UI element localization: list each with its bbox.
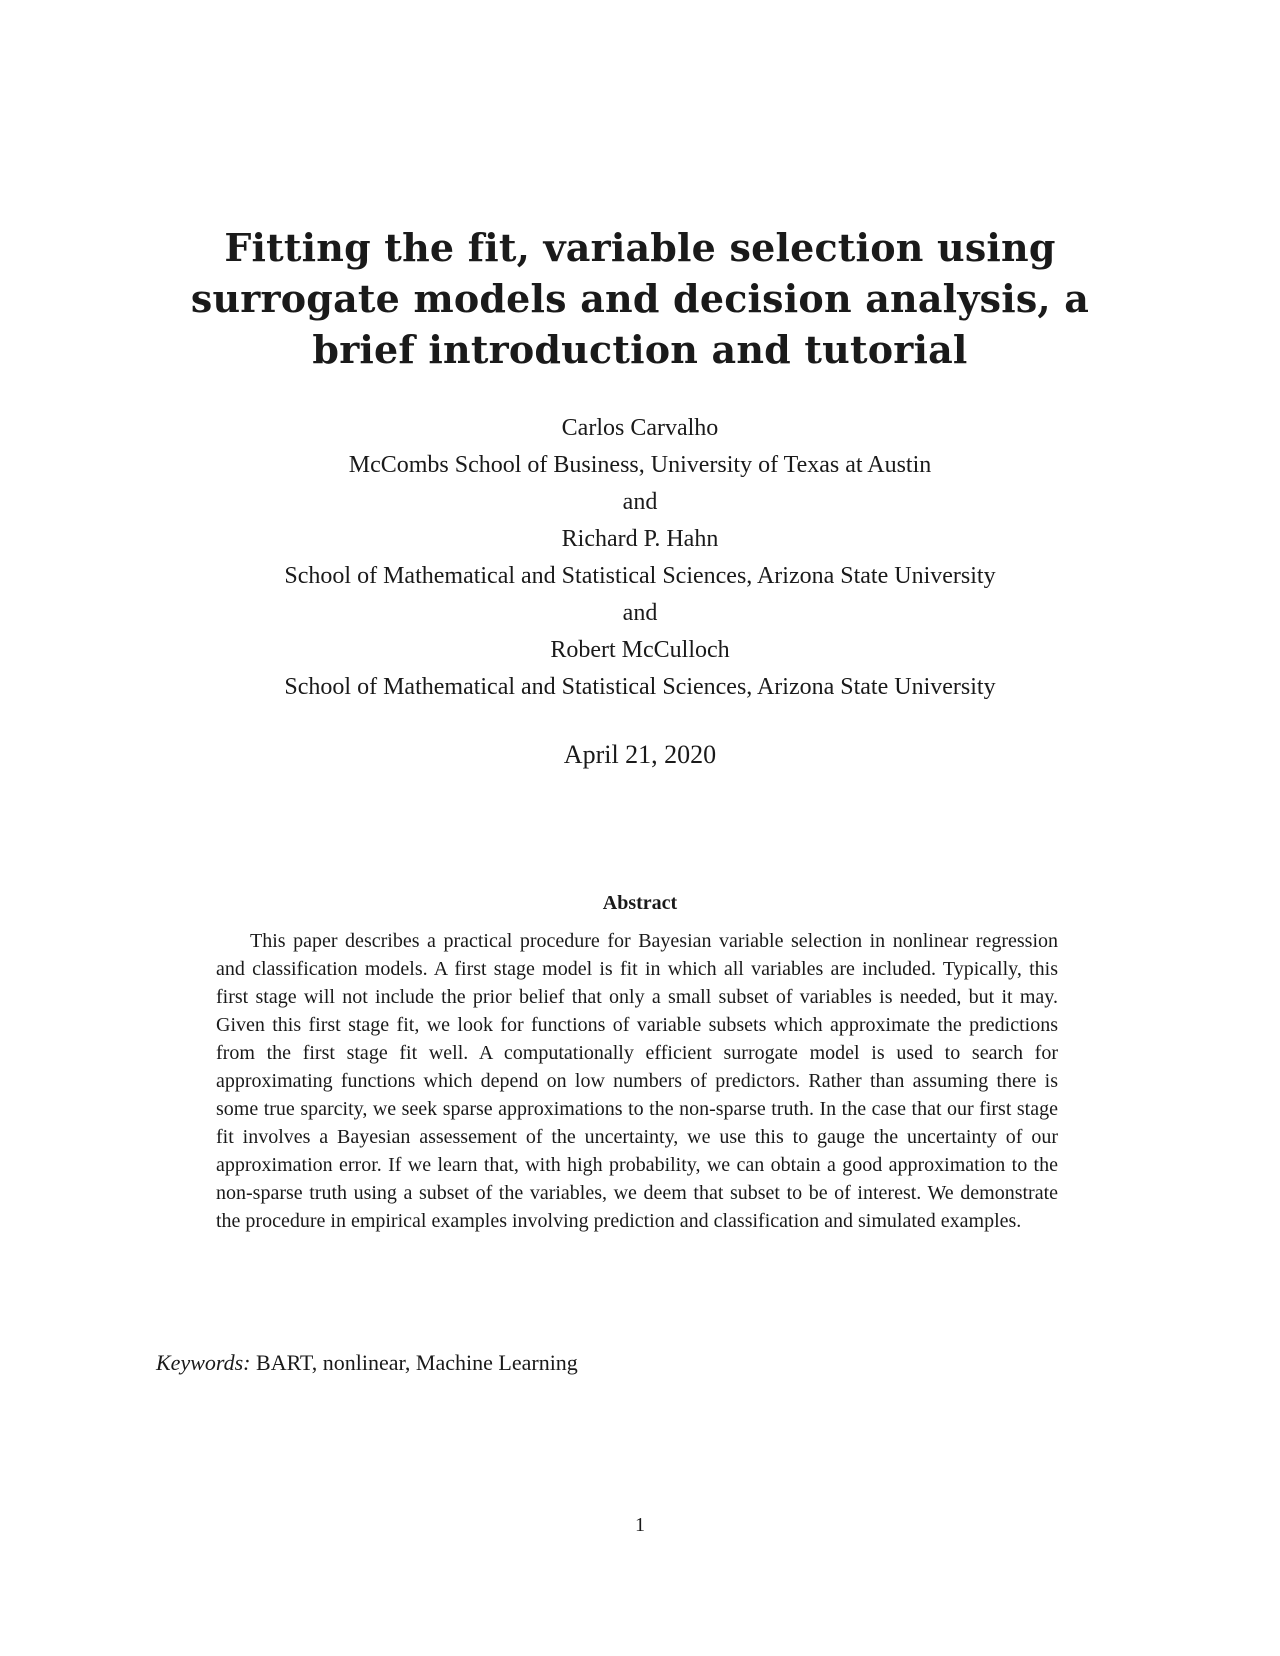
abstract-heading: Abstract [602,892,678,914]
author-separator: and [622,489,658,515]
author-name: Richard P. Hahn [561,526,719,552]
page-number: 1 [635,1514,645,1536]
author-affiliation: McCombs School of Business, University of Texas at Austin [348,452,932,478]
author-name: Robert McCulloch [550,637,730,663]
title-line: Fitting the fit, variable selection using [224,225,1056,270]
author-block [140,410,1140,706]
paper-date: April 21, 2020 [563,740,717,769]
author-name: Carlos Carvalho [561,415,719,441]
title-line: surrogate models and decision analysis, a [190,276,1090,321]
paper-title [150,222,1130,375]
abstract-body: This paper describes a practical procedure for Bayesian variable selection in nonlinear regression and classification models. A first stage model is fit in which all variables are included. Typically, this first stage will not include the prior belief that only a small subset of variables is needed, but it may. Given this first stage fit, we look for functions of variable subsets which approximate the predictions from the first stage fit well. A computationally efficient surrogate model is used to search for approximating functions which depend on low numbers of predictors. Rather than assuming there is some true sparcity, we seek sparse approximations to the non-sparse truth. In the case that our first stage fit involves a Bayesian assessement of the uncertainty, we use this to gauge the uncertainty of our approximation error. If we learn that, with high probability, we can obtain a good approximation to the non-sparse truth using a subset of the variables, we deem that subset to be of interest. We demonstrate the procedure in empirical examples involving prediction and classification and simulated examples. [216,930,1058,1232]
keywords-text: BART, nonlinear, Machine Learning [256,1350,578,1375]
keywords-label: Keywords: [156,1350,251,1375]
title-line: brief introduction and tutorial [312,327,968,372]
keywords-line [156,1348,578,1378]
author-separator: and [622,600,658,626]
author-affiliation: School of Mathematical and Statistical Sciences, Arizona State University [284,674,996,700]
author-affiliation: School of Mathematical and Statistical Sciences, Arizona State University [284,563,996,589]
